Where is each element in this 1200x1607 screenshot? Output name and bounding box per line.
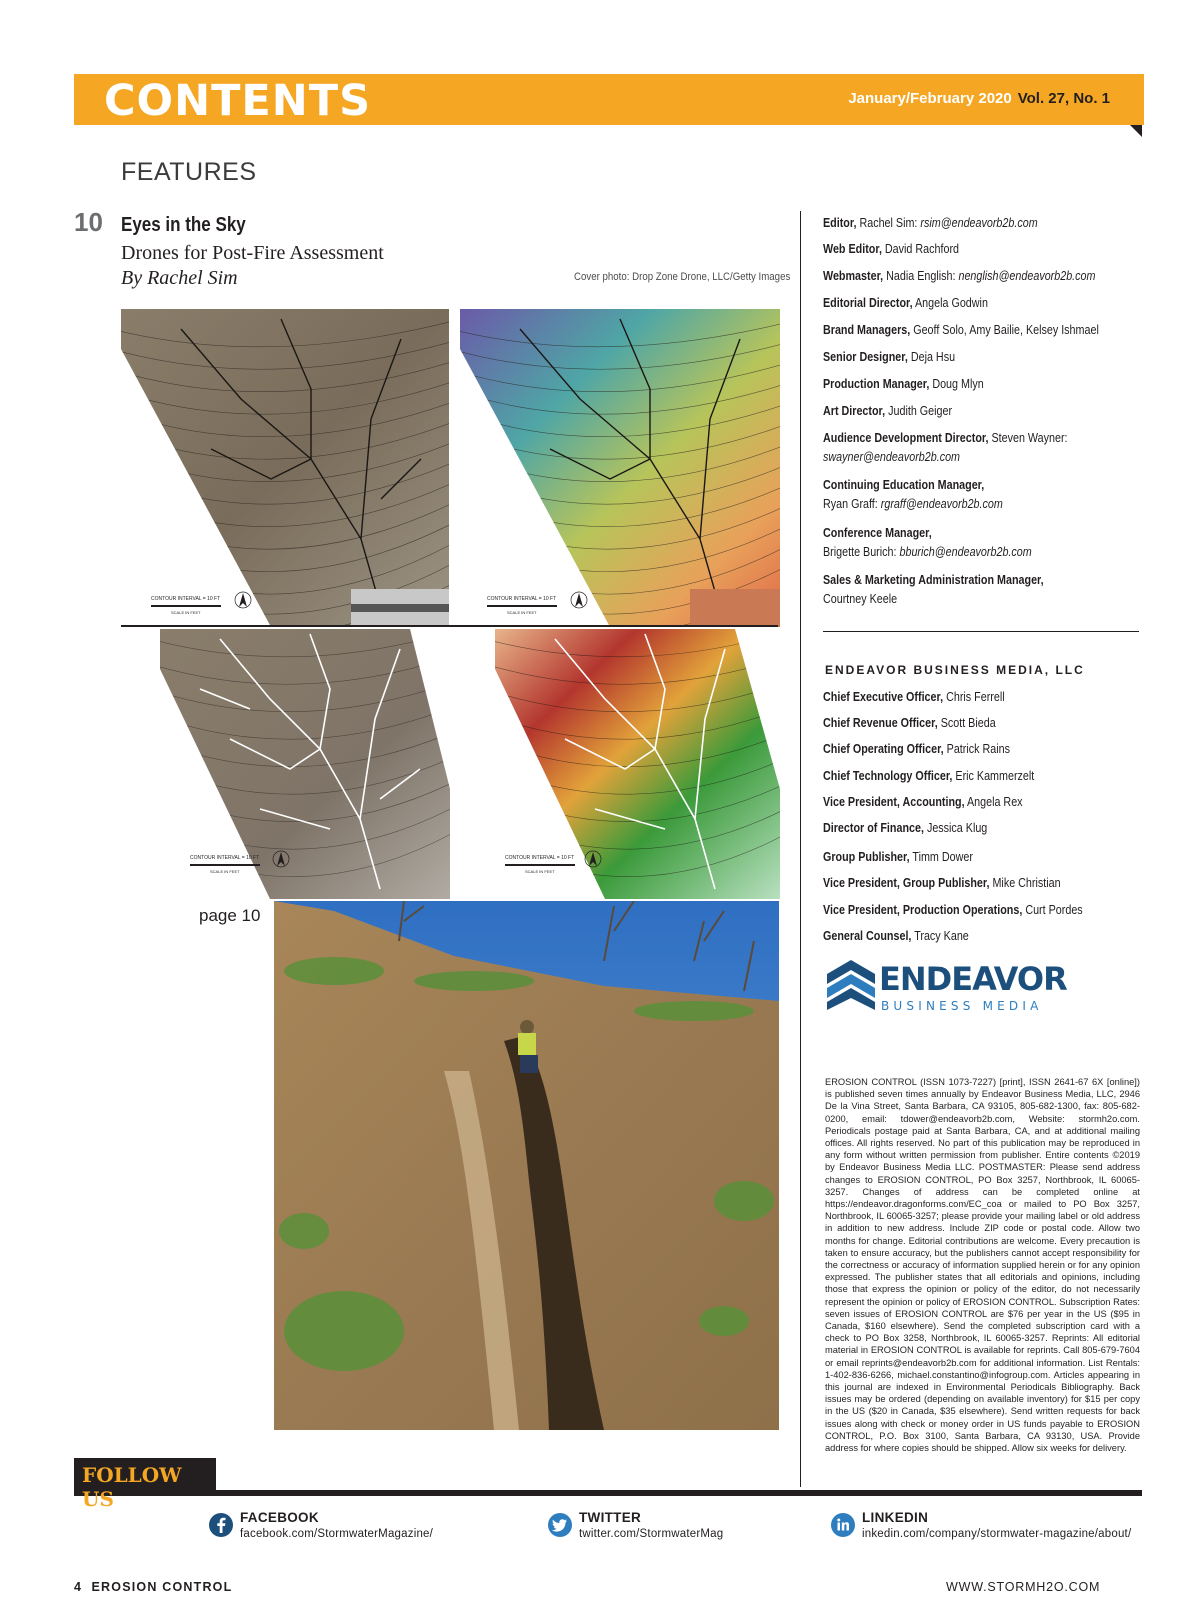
officer-name: Timm Dower [909, 850, 973, 864]
twitter-icon[interactable] [547, 1512, 573, 1538]
masthead-role: Production Manager, [823, 377, 930, 391]
masthead-audience-director [823, 429, 1107, 467]
map-scale-bar [151, 605, 221, 607]
officer-role: Group Publisher, [823, 850, 910, 864]
map-scale-label: SCALE IN FEET [210, 869, 240, 874]
officer-row [823, 927, 993, 946]
masthead-production-manager [823, 375, 1010, 394]
map-scale-bar [487, 605, 557, 607]
officer-row [823, 848, 997, 867]
masthead-editorial-director [823, 294, 1015, 313]
map-scale-label: SCALE IN FEET [171, 610, 201, 615]
social-name[interactable]: TWITTER [579, 1510, 642, 1525]
masthead-role: Conference Manager, [823, 526, 932, 540]
masthead-email[interactable]: bburich@endeavorb2b.com [899, 545, 1032, 559]
masthead-role: Sales & Marketing Administration Manager, [823, 573, 1044, 587]
feature-page-number: 10 [74, 207, 103, 237]
page-title: CONTENTS [104, 76, 372, 126]
facebook-icon[interactable] [208, 1512, 234, 1538]
feature-title[interactable]: Eyes in the Sky [121, 214, 246, 236]
map-divider [121, 625, 778, 627]
follow-us-box [74, 1458, 216, 1511]
officer-row [823, 793, 1055, 812]
officer-name: Mike Christian [989, 876, 1061, 890]
feature-subtitle: Drones for Post-Fire Assessment [121, 242, 384, 264]
company-heading: ENDEAVOR BUSINESS MEDIA, LLC [825, 663, 1085, 677]
officer-row [823, 688, 1034, 707]
logo-subtitle: BUSINESS MEDIA [881, 999, 1043, 1013]
logo-wordmark: ENDEAVOR [879, 960, 1067, 998]
masthead-role: Senior Designer, [823, 350, 908, 364]
corner-triangle [1130, 125, 1142, 137]
officer-name: Curt Pordes [1022, 903, 1083, 917]
social-url[interactable]: facebook.com/StormwaterMagazine/ [240, 1528, 434, 1540]
officer-name: Chris Ferrell [943, 690, 1005, 704]
masthead-role: Audience Development Director, [823, 431, 989, 445]
officer-role: Vice President, Group Publisher, [823, 876, 990, 890]
officer-role: Chief Revenue Officer, [823, 716, 938, 730]
map-contour-label: CONTOUR INTERVAL = 10 FT [190, 855, 260, 861]
masthead-role: Editorial Director, [823, 296, 913, 310]
officer-name: Tracy Kane [911, 929, 969, 943]
social-url[interactable]: twitter.com/StormwaterMag [579, 1528, 724, 1540]
officer-name: Eric Kammerzelt [952, 769, 1035, 783]
masthead-brand-managers [823, 321, 1144, 340]
social-name[interactable]: FACEBOOK [240, 1510, 319, 1525]
footer-website[interactable]: WWW.STORMH2O.COM [946, 1580, 1101, 1594]
follow-us-label: FOLLOW US [82, 1463, 182, 1511]
masthead-name: Angela Godwin [912, 296, 988, 310]
masthead-role: Art Director, [823, 404, 886, 418]
masthead-email[interactable]: swayner@endeavorb2b.com [823, 450, 961, 464]
map-scale-label: SCALE IN FEET [525, 869, 555, 874]
masthead-email[interactable]: rsim@endeavorb2b.com [920, 216, 1038, 230]
officer-role: Chief Operating Officer, [823, 742, 944, 756]
masthead-name: Judith Geiger [885, 404, 953, 418]
elevation-map-color [460, 309, 780, 627]
section-label: FEATURES [121, 158, 257, 186]
footer-publication: EROSION CONTROL [91, 1580, 233, 1594]
masthead-ce-manager [823, 476, 1032, 514]
feature-byline: By Rachel Sim [121, 267, 238, 289]
map-scale-label: SCALE IN FEET [507, 610, 537, 615]
north-arrow-icon [575, 593, 583, 607]
masthead-name: Deja Hsu [907, 350, 956, 364]
masthead-email[interactable]: rgraff@endeavorb2b.com [880, 497, 1003, 511]
masthead-role: Web Editor, [823, 242, 882, 256]
masthead-name: Ryan Graff: [823, 497, 881, 511]
map-contour-label: CONTOUR INTERVAL = 10 FT [487, 596, 557, 602]
masthead-name: Courtney Keele [823, 592, 898, 606]
masthead-name: Geoff Solo, Amy Bailie, Kelsey Ishmael [910, 323, 1099, 337]
masthead-role: Continuing Education Manager, [823, 478, 985, 492]
officer-row [823, 714, 1024, 733]
masthead-name: Nadia English: [883, 269, 959, 283]
follow-rule [74, 1490, 1142, 1496]
masthead-web-editor [823, 240, 981, 259]
footer-left [74, 1580, 232, 1594]
masthead-role: Brand Managers, [823, 323, 911, 337]
officer-row [823, 901, 1125, 920]
masthead-name: David Rachford [881, 242, 960, 256]
north-arrow-icon [239, 593, 247, 607]
masthead-rule [823, 631, 1139, 632]
masthead-role: Editor, [823, 216, 857, 230]
officer-role: Vice President, Production Operations, [823, 903, 1023, 917]
officer-row [823, 740, 1040, 759]
officer-role: Director of Finance, [823, 821, 924, 835]
header-bar [74, 74, 1144, 125]
masthead-sales-admin [823, 571, 1080, 609]
masthead-name: Doug Mlyn [929, 377, 984, 391]
aerial-map-contours [121, 309, 449, 627]
elevation-map-heatmap [495, 629, 780, 899]
feature-page-reference: page 10 [199, 906, 261, 925]
officer-name: Patrick Rains [943, 742, 1010, 756]
masthead-art-director [823, 402, 973, 421]
aerial-map-drainage [160, 629, 450, 899]
cover-photo-credit: Cover photo: Drop Zone Drone, LLC/Getty Images [574, 271, 791, 283]
map-scale-bar [505, 864, 575, 866]
officer-name: Jessica Klug [923, 821, 988, 835]
officer-row [823, 874, 1099, 893]
masthead-senior-designer [823, 348, 977, 367]
officer-role: Vice President, Accounting, [823, 795, 965, 809]
officer-row [823, 767, 1069, 786]
endeavor-logo [825, 958, 1067, 1016]
masthead-conference-manager [823, 524, 1066, 562]
issue-date: January/February 2020 [848, 90, 1012, 107]
masthead-name: Steven Wayner: [988, 431, 1068, 445]
masthead-name: Rachel Sim: [856, 216, 921, 230]
column-divider [800, 211, 801, 1487]
linkedin-icon[interactable] [830, 1512, 856, 1538]
footer-page-number: 4 [74, 1580, 83, 1594]
issue-info [848, 90, 1110, 107]
legal-text: EROSION CONTROL (ISSN 1073-7227) [print], ISSN 2641-67 6X [online]) is published seven times annually by Endeavor Business Media, LLC, 2946 De la Vina Street, Santa Barbara, CA 93105, 805-682-1300, fax: 805-682-0200, email: tdower@endeavorb2b.com, Website: stormh2o.com. Periodicals postage paid at Santa Barbara, CA, and at additional mailing offices. All rights reserved. No part of this publication may be reproduced in any form without written permission from publisher. Entire contents ©2019 by Endeavor Business Media LLC. POSTMASTER: Please send address changes to EROSION CONTROL, PO Box 3257, Northbrook, IL 60065-3257. Changes of address can be completed online at https://endeavor.dragonforms.com/EC_coa or mailed to PO Box 3257, Northbrook, IL 60065-3257; please provide your mailing label or old address in addition to new address. Include ZIP code or postal code. Allow two months for change. Editorial contributions are welcome. Every precaution is taken to ensure accuracy, but the publishers cannot accept responsibility for the correctness or accuracy of information supplied herein or for any opinion expressed. The publisher states that all editorials and opinions, including those that express the opinion or policy of the editor, do not necessarily represent the opinion or policy of EROSION CONTROL. Subscription Rates: seven issues of EROSION CONTROL are $76 per year in the US ($95 in Canada, $160 elsewhere). Send the completed subscription card with a check to PO Box 3258, Northbrook, IL 60065-3257. Reprints: All editorial material in EROSION CONTROL is available for reprints. Call 805-679-7604 or email reprints@endeavorb2b.com for additional information. List Rentals: 1-402-836-6266, michael.constantino@infogroup.com. Articles appearing in this journal are indexed in Environmental Periodicals Bibliography. Back issues may be ordered (depending on available inventory) for $15 per copy in the US ($20 in Canada, $35 elsewhere). Send written requests for back issues along with check or money order in US funds payable to EROSION CONTROL, P.O. Box 3100, Santa Barbara, CA 93130, USA. Provide address for where copies should be shipped. Allow six weeks for delivery. [825, 1077, 1140, 1454]
social-name[interactable]: LINKEDIN [862, 1510, 929, 1525]
officer-role: General Counsel, [823, 929, 912, 943]
officer-role: Chief Technology Officer, [823, 769, 953, 783]
hillside-gully-photo [274, 901, 779, 1430]
masthead-editor [823, 214, 1073, 233]
masthead-role: Webmaster, [823, 269, 884, 283]
issue-volume: Vol. 27, No. 1 [1017, 90, 1110, 107]
map-scale-bar [190, 864, 260, 866]
social-url[interactable]: inkedin.com/company/stormwater-magazine/about/ [862, 1528, 1132, 1540]
endeavor-chevron-icon [825, 958, 877, 1012]
masthead-email[interactable]: nenglish@endeavorb2b.com [958, 269, 1096, 283]
officer-name: Scott Bieda [937, 716, 996, 730]
officer-name: Angela Rex [964, 795, 1023, 809]
officer-role: Chief Executive Officer, [823, 690, 944, 704]
masthead-name: Brigette Burich: [823, 545, 900, 559]
map-contour-label: CONTOUR INTERVAL = 10 FT [505, 855, 575, 861]
masthead-webmaster [823, 267, 1140, 286]
map-contour-label: CONTOUR INTERVAL = 10 FT [151, 596, 221, 602]
officer-row [823, 819, 1014, 838]
